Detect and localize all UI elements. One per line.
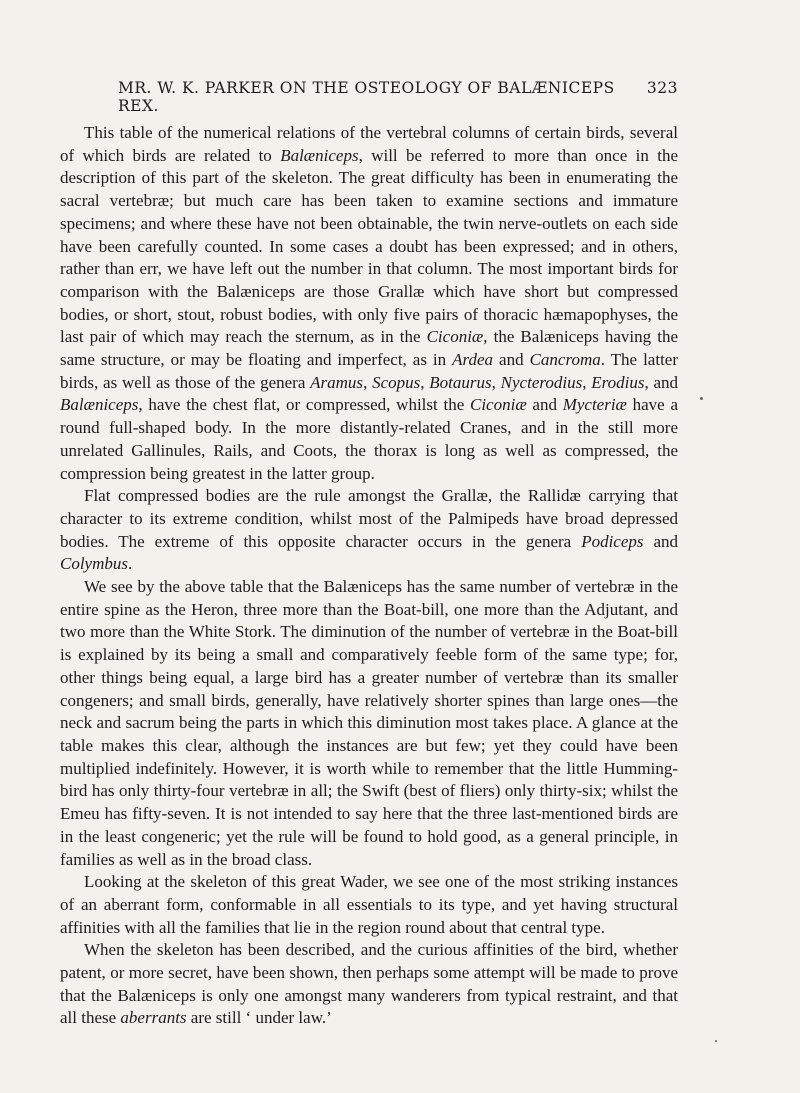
text-run: , and (644, 372, 679, 392)
paragraph (60, 871, 678, 939)
text-run: Looking at the skeleton of this great Wader, we see one of the most striking instances of an aberrant form, conformable in all essentials to its type, and yet having structural affinities with all the families that lie in the region round about that central type. (60, 872, 678, 937)
text-run: We see by the above table that the Balæniceps has the same number of vertebræ in the entire spine as the Heron, three more than the Boat-bill, one more than the Adjutant, and two more than the White Stork. The diminution of the number of vertebræ in the Boat-bill is explained by its being a small and comparatively feeble form of the same type; for, other things being equal, a large bird has a greater number of vertebræ than its smaller congeners; and small birds, generally, have relatively shorter spines than large ones—the neck and sacrum being the parts in which this diminution most takes place. A glance at the table makes this clear, although the instances are but few; yet they could have been multiplied indefinitely. However, it is worth while to remember that the little Humming-bird has only thirty-four vertebræ in all; the Swift (best of fliers) only thirty-six; whilst the Emeu has fifty-seven. It is not intended to say here that the three last-mentioned birds are in the least congeneric; yet the rule will be found to hold good, as a general principle, in families as well as in the broad class. (60, 577, 678, 869)
paragraph (60, 576, 678, 871)
italic-term: Erodius (591, 372, 645, 392)
italic-term: Balæniceps (60, 395, 139, 415)
italic-term: Balæniceps (280, 145, 359, 165)
text-run: have a round full-shaped body. In the more distantly-related Cranes, and in the still more unrelated Gallinules, Rails, and Coots, the thorax is long as well as compressed, the compression being greatest in the latter group. (60, 395, 679, 483)
text-run: Flat compressed bodies are the rule amongst the Grallæ, the Rallidæ carrying that character to its extreme condition, whilst most of the Palmipeds have broad depressed bodies. The extreme of this opposite character occurs in the genera (60, 486, 678, 551)
text-run: , (491, 372, 501, 392)
italic-term: aberrants (120, 1008, 187, 1028)
page-number: 323 (646, 79, 678, 97)
text-run: , will be referred to more than once in the description of this part of the skeleton. The great difficulty has been in enumerating the sacral vertebræ; but much care has been taken to examine sections and immature specimens; and where these have not been obtainable, the twin nerve-outlets on each side have been carefully counted. In some cases a doubt has been expressed; and in others, rather than err, we have left out the number in that column. The most important birds for comparison with the Balæniceps are those Grallæ which have short but compressed bodies, or short, stout, robust bodies, with only five pairs of thoracic hæmapophyses, the last pair of which may reach the sternum, as in the (60, 145, 678, 347)
italic-term: Nycterodius (500, 372, 583, 392)
italic-term: Mycteriæ (562, 395, 627, 415)
italic-term: Botaurus (429, 372, 492, 392)
italic-term: Ciconiæ (426, 327, 484, 347)
italic-term: Cancroma (529, 350, 601, 370)
text-run: This table of the numerical relations of the vertebral columns of certain birds, several of which birds are related to (60, 123, 678, 165)
italic-term: Colymbus (60, 554, 128, 574)
body-text (60, 122, 678, 1030)
italic-term: Ciconiæ (469, 395, 527, 415)
running-header (118, 79, 678, 115)
text-run: . The latter birds, as well as those of the genera (60, 350, 678, 392)
italic-term: Podiceps (581, 531, 644, 551)
text-run: , have the chest flat, or compressed, whilst the (138, 395, 470, 415)
paragraph (60, 939, 678, 1030)
text-run: , (420, 372, 430, 392)
paper-speck (700, 397, 703, 400)
italic-term: Scopus (372, 372, 421, 392)
text-run: , (582, 372, 592, 392)
paragraph (60, 122, 678, 485)
paragraph (60, 485, 678, 576)
italic-term: Ardea (452, 350, 494, 370)
running-title: MR. W. K. PARKER ON THE OSTEOLOGY OF BALÆNICEPS REX. (118, 79, 615, 115)
text-run: and (643, 531, 679, 551)
paper-speck (715, 1040, 717, 1042)
text-run: are still ‘ under law.’ (186, 1008, 332, 1028)
text-run: and (493, 350, 530, 370)
italic-term: Aramus (310, 372, 364, 392)
text-run: , the Balæniceps having the same structure, or may be floating and imperfect, as in (60, 327, 679, 370)
text-run: , (363, 372, 373, 392)
text-run: . (128, 554, 133, 574)
text-run: and (526, 395, 563, 415)
text-run: When the skeleton has been described, and the curious affinities of the bird, whether patent, or more secret, have been shown, then perhaps some attempt will be made to prove that the Balæniceps is only one amongst many wanderers from typical restraint, and that all these (60, 940, 678, 1028)
